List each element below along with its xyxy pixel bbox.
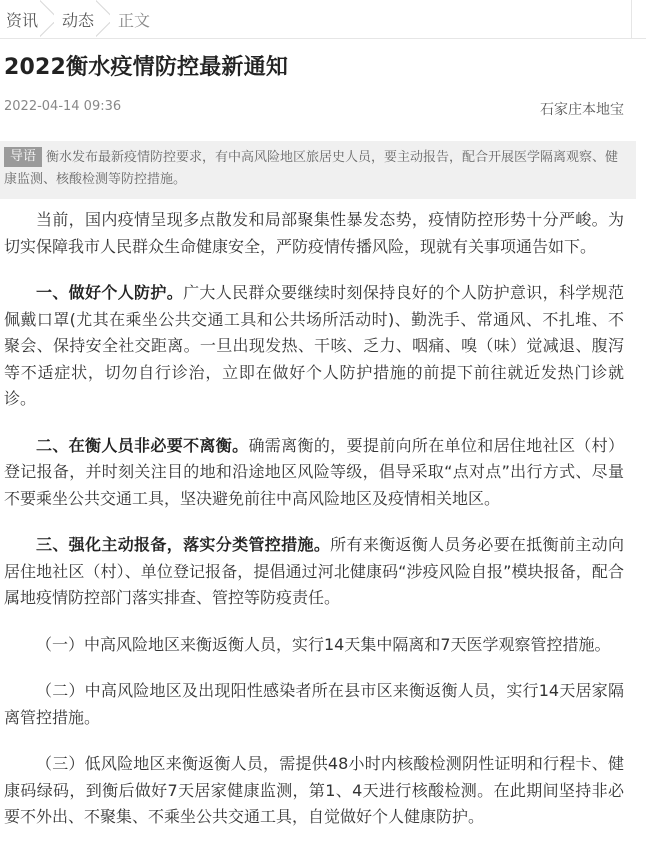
breadcrumb-item-current (112, 0, 168, 38)
paragraph-heading: 一、做好个人防护。 (36, 283, 184, 302)
breadcrumb-item-news[interactable] (0, 0, 56, 38)
breadcrumb-label: 正文 (118, 10, 151, 30)
chevron-right-icon (40, 0, 54, 38)
paragraph (4, 532, 624, 612)
paragraph (4, 207, 624, 260)
article-body (0, 199, 646, 831)
article-source: 石家庄本地宝 (540, 102, 624, 118)
paragraph (4, 280, 624, 413)
article-lead (0, 141, 636, 199)
paragraph-text: （二）中高风险地区及出现阳性感染者所在县市区来衡返衡人员，实行14天居家隔离管控措施。 (4, 681, 624, 727)
lead-text: 衡水发布最新疫情防控要求，有中高风险地区旅居史人员，要主动报告，配合开展医学隔离观察、健康监测、核酸检测等防控措施。 (4, 150, 619, 187)
article-date: 2022-04-14 09:36 (4, 99, 122, 114)
paragraph (4, 678, 624, 731)
paragraph-heading: 二、在衡人员非必要不离衡。 (36, 435, 249, 455)
paragraph (4, 433, 624, 513)
chevron-right-icon (96, 0, 110, 38)
divider (631, 0, 632, 38)
paragraph (4, 632, 624, 659)
paragraph-text: 当前，国内疫情呈现多点散发和局部聚集性暴发态势，疫情防控形势十分严峻。为切实保障我市人民群众生命健康安全，严防疫情传播风险，现就有关事项通告如下。 (4, 210, 624, 256)
paragraph (4, 751, 624, 831)
paragraph-heading: 三、强化主动报备，落实分类管控措施。 (36, 535, 331, 554)
paragraph-text: 确需离衡的，要提前向所在单位和居住地社区（村）登记报备，并时刻关注目的地和沿途地区风险等级，倡导采取“点对点”出行方式、尽量不要乘坐公共交通工具，坚决避免前往中高风险地区及疫情相关地区。 (4, 435, 624, 508)
paragraph-text: （三）低风险地区来衡返衡人员，需提供48小时内核酸检测阴性证明和行程卡、健康码绿码，到衡后做好7天居家健康监测，第1、4天进行核酸检测。在此期间坚持非必要不外出、不聚集、不乘坐公共交通工具，自觉做好个人健康防护。 (4, 754, 624, 826)
article-title: 2022衡水疫情防控最新通知 (4, 55, 289, 80)
paragraph-text: 所有来衡返衡人员务必要在抵衡前主动向居住地社区（村）、单位登记报备，提倡通过河北健康码“涉疫风险自报”模块报备，配合属地疫情防控部门落实排查、管控等防疫责任。 (4, 535, 624, 607)
breadcrumb-label[interactable]: 动态 (62, 10, 95, 30)
breadcrumb-item-dynamics[interactable] (56, 0, 112, 38)
breadcrumb (0, 0, 646, 39)
article-meta (0, 99, 646, 119)
paragraph-text: （一）中高风险地区来衡返衡人员，实行14天集中隔离和7天医学观察管控措施。 (36, 634, 611, 654)
breadcrumb-label[interactable]: 资讯 (6, 10, 39, 30)
paragraph-text: 广大人民群众要继续时刻保持良好的个人防护意识，科学规范佩戴口罩(尤其在乘坐公共交通工具和公共场所活动时)、勤洗手、常通风、不扎堆、不聚会、保持安全社交距离。一旦出现发热、干咳、乏力、咽痛、嗅（味）觉减退、腹泻等不适症状，切勿自行诊治，立即在做好个人防护措施的前提下前往就近发热门诊就诊。 (4, 283, 624, 408)
lead-tag: 导语 (4, 147, 42, 167)
